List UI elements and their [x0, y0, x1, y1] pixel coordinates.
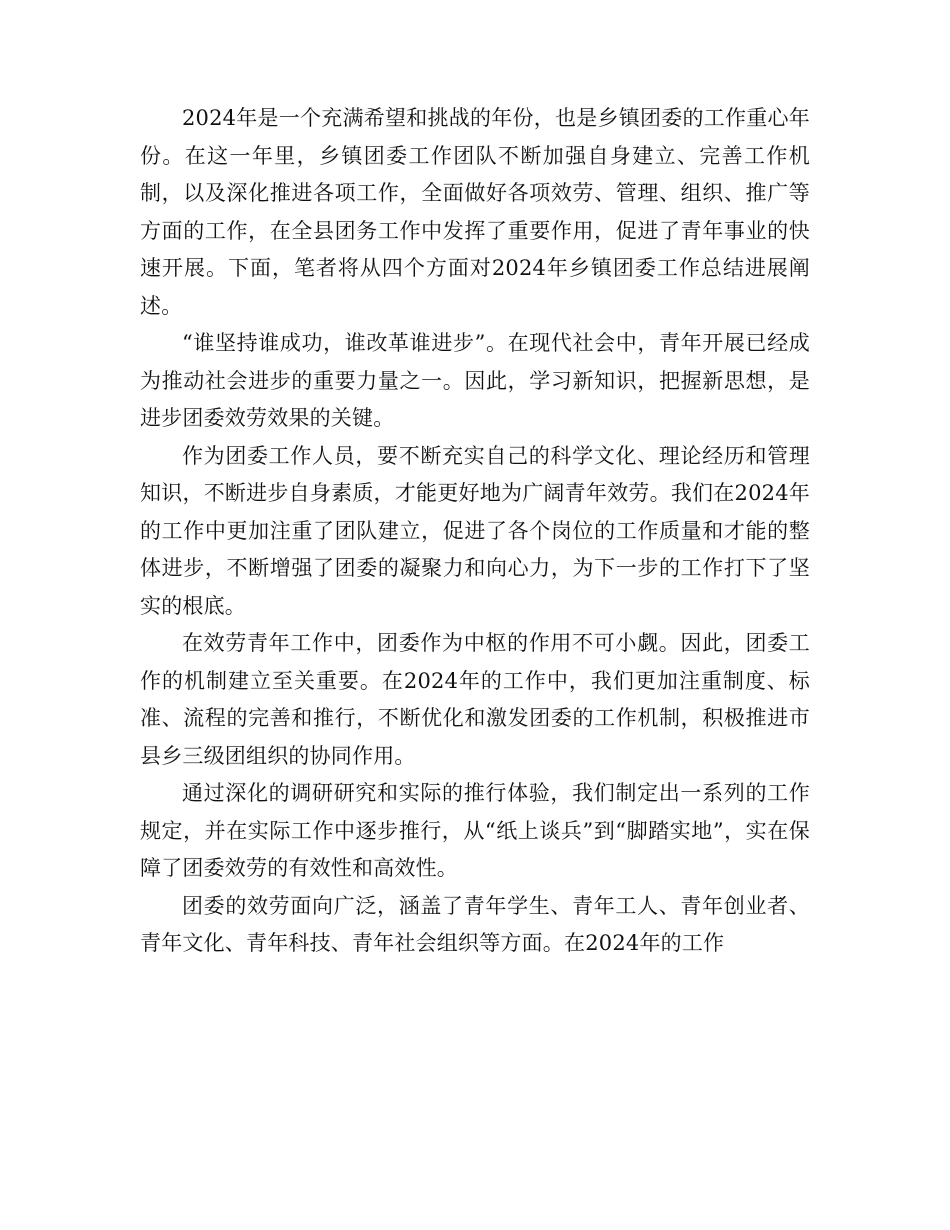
paragraph-team-building: 作为团委工作人员，要不断充实自己的科学文化、理论经历和管理知识，不断进步自身素质，才能更好地为广阔青年效劳。我们在2024年的工作中更加注重了团队建立，促进了各个岗位的工作质量和才能的整体进步，不断增强了团委的凝聚力和向心力，为下一步的工作打下了坚实的根底。 — [140, 443, 810, 618]
paragraph-quote: “谁坚持谁成功，谁改革谁进步”。在现代社会中，青年开展已经成为推动社会进步的重要力量之一。因此，学习新知识，把握新思想，是进步团委效劳效果的关键。 — [140, 331, 810, 430]
paragraph-mechanism: 在效劳青年工作中，团委作为中枢的作用不可小觑。因此，团委工作的机制建立至关重要。在2024年的工作中，我们更加注重制度、标准、流程的完善和推行，不断优化和激发团委的工作机制，积极推进市县乡三级团组织的协同作用。 — [140, 631, 810, 768]
paragraph-service-scope: 团委的效劳面向广泛，涵盖了青年学生、青年工人、青年创业者、青年文化、青年科技、青年社会组织等方面。在2024年的工作 — [140, 893, 810, 955]
document-body — [140, 100, 810, 963]
paragraph-regulations: 通过深化的调研研究和实际的推行体验，我们制定出一系列的工作规定，并在实际工作中逐步推行，从“纸上谈兵”到“脚踏实地”，实在保障了团委效劳的有效性和高效性。 — [140, 781, 810, 880]
paragraph-intro: 2024年是一个充满希望和挑战的年份，也是乡镇团委的工作重心年份。在这一年里，乡镇团委工作团队不断加强自身建立、完善工作机制，以及深化推进各项工作，全面做好各项效劳、管理、组织、推广等方面的工作，在全县团务工作中发挥了重要作用，促进了青年事业的快速开展。下面，笔者将从四个方面对2024年乡镇团委工作总结进展阐述。 — [140, 106, 810, 318]
